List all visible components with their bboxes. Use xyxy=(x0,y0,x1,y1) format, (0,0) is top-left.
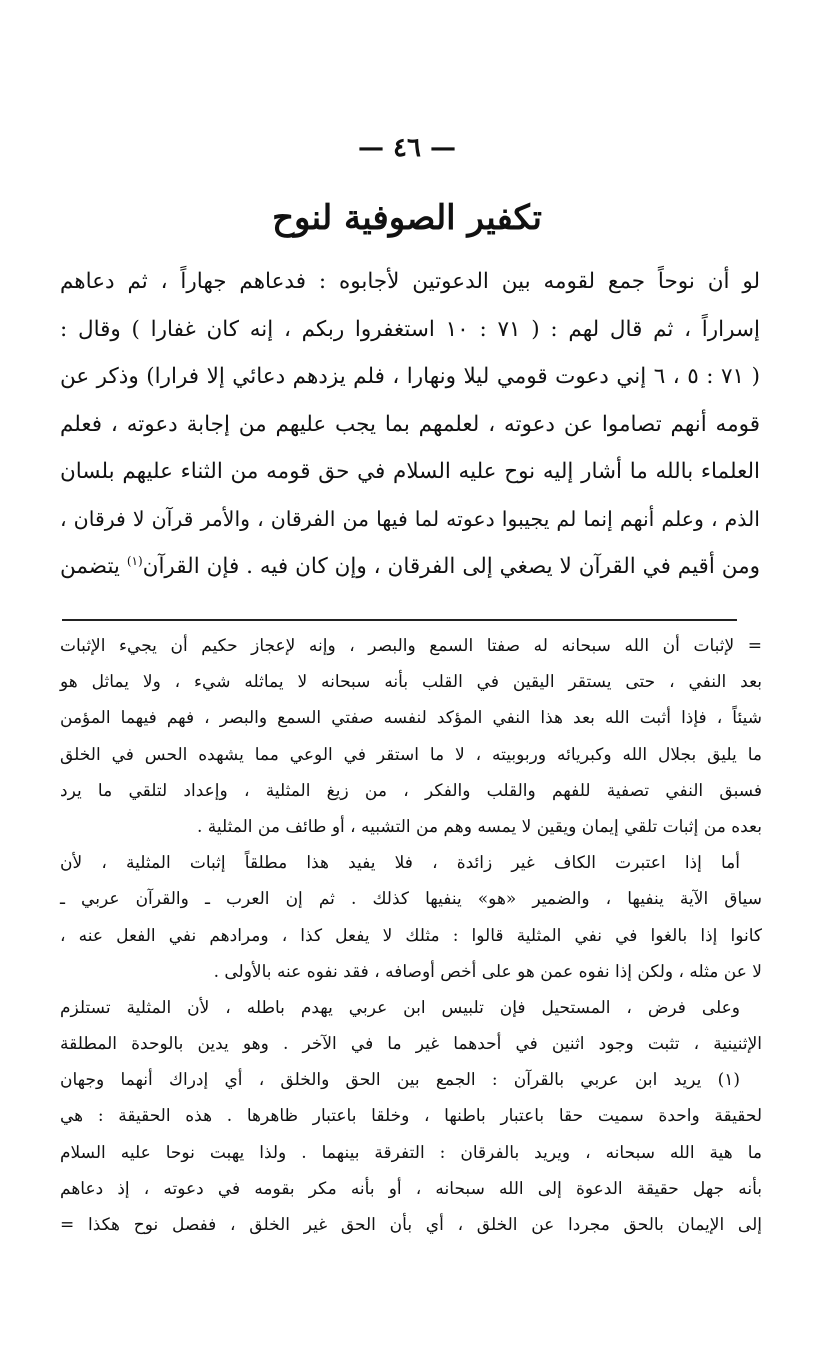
main-text-fragment: ومن أقيم في القرآن لا يصغي إلى الفرقان ، وإن كان فيه . فإن القرآن xyxy=(142,554,760,579)
footnote-line: شيئاً ، فإذا أثبت الله بعد هذا النفي المؤكد لنفسه صفتي السمع والبصر ، فهم فيهما المؤمن xyxy=(60,708,762,729)
footnote-line: (١) يريد ابن عربي بالقرآن : الجمع بين الحق والخلق ، أي إدراك أنهما وجهان xyxy=(60,1070,740,1091)
footnote-line: فسبق النفي تصفية للفهم والقلب والفكر ، من زيغ المثلية ، وإعداد لتلقي ما يرد xyxy=(60,780,762,801)
footnote-line: وعلى فرض ، المستحيل فإن تلبيس ابن عربي يهدم باطله ، لأن المثلية تستلزم xyxy=(60,997,740,1018)
footnote-line: لحقيقة واحدة سميت حقا باعتبار باطنها ، وخلقا باعتبار ظاهرها . هذه الحقيقة : هي xyxy=(60,1106,762,1127)
page-title: تكفير الصوفية لنوح xyxy=(272,198,542,238)
footnote-line: سياق الآية ينفيها ، والضمير «هو» ينفيها كذلك . ثم إن العرب ـ والقرآن عربي ـ xyxy=(60,889,762,910)
footnote-divider xyxy=(62,619,737,621)
footnote-line: الإثنينية ، تثبت وجود اثنين في أحدهما غير ما في الآخر . وهو يدين بالوحدة المطلقة xyxy=(60,1034,762,1055)
footnote-line: أما إذا اعتبرت الكاف غير زائدة ، فلا يفيد هذا مطلقاً إثبات المثلية ، لأن xyxy=(60,853,740,874)
page-number: — ٤٦ — xyxy=(357,133,457,163)
main-text-line: إسراراً ، ثم قال لهم : ( ٧١ : ١٠ استغفروا ربكم ، إنه كان غفارا ) وقال : xyxy=(60,316,760,342)
footnote-line: إلى الإيمان بالحق مجردا عن الخلق ، أي بأن الحق غير الخلق ، ففصل نوح هكذا = xyxy=(60,1215,762,1235)
main-text-line: الذم ، وعلم أنهم إنما لم يجيبوا دعوته لما فيها من الفرقان ، والأمر قرآن لا فرقان ، xyxy=(60,506,760,531)
main-text-line xyxy=(60,543,760,591)
main-text-line: لو أن نوحاً جمع لقومه بين الدعوتين لأجابوه : فدعاهم جهاراً ، ثم دعاهم xyxy=(60,269,760,294)
footnote-line: بعده من إثبات تلقي إيمان ويقين لا يمسه وهم من التشبيه ، أو طائف من المثلية . xyxy=(196,816,762,837)
footnote-line: = لإثبات أن الله سبحانه له صفتا السمع والبصر ، وإنه لإعجاز حكيم أن يجيء الإثبات xyxy=(60,636,762,656)
footnote-line: بعد النفي ، حتى يستقر اليقين في القلب بأنه سبحانه لا يماثله شيء ، ولا يماثل هو xyxy=(60,672,762,693)
footnote-line: كانوا إذا بالغوا في نفي المثلية قالوا : مثلك لا يفعل كذا ، ومرادهم نفي الفعل عنه ، xyxy=(60,925,762,946)
main-text xyxy=(60,258,760,591)
footnote-line: بأنه جهل حقيقة الدعوة إلى الله سبحانه ، أو بأنه مكر بقومه في دعوته ، إذ دعاهم xyxy=(60,1178,762,1199)
footnote-reference: (١) xyxy=(126,553,143,568)
main-text-line: قومه أنهم تصاموا عن دعوته ، لعلمهم بما يجب عليهم من إجابة دعوته ، فعلم xyxy=(60,411,760,437)
main-text-line: ( ٧١ : ٥ ، ٦ إني دعوت قومي ليلا ونهارا ، فلم يزدهم دعائي إلا فرارا) وذكر عن xyxy=(60,364,760,389)
main-text-line: العلماء بالله ما أشار إليه نوح عليه السلام في حق قومه من الثناء عليهم بلسان xyxy=(60,459,760,484)
footnote-line: ما هية الله سبحانه ، ويريد بالفرقان : التفرقة بينهما . ولذا يهبت نوحا عليه السلام xyxy=(60,1142,762,1163)
footnote-line: ما يليق بجلال الله وكبريائه وربوبيته ، لا ما استقر في الوعي مما يشهده الحس في الخلق xyxy=(60,744,762,765)
footnotes xyxy=(60,628,762,1243)
footnote-line: لا عن مثله ، ولكن إذا نفوه عمن هو على أخص أوصافه ، فقد نفوه عنه بالأولى . xyxy=(213,961,762,982)
main-text-fragment: يتضمن xyxy=(60,554,120,579)
